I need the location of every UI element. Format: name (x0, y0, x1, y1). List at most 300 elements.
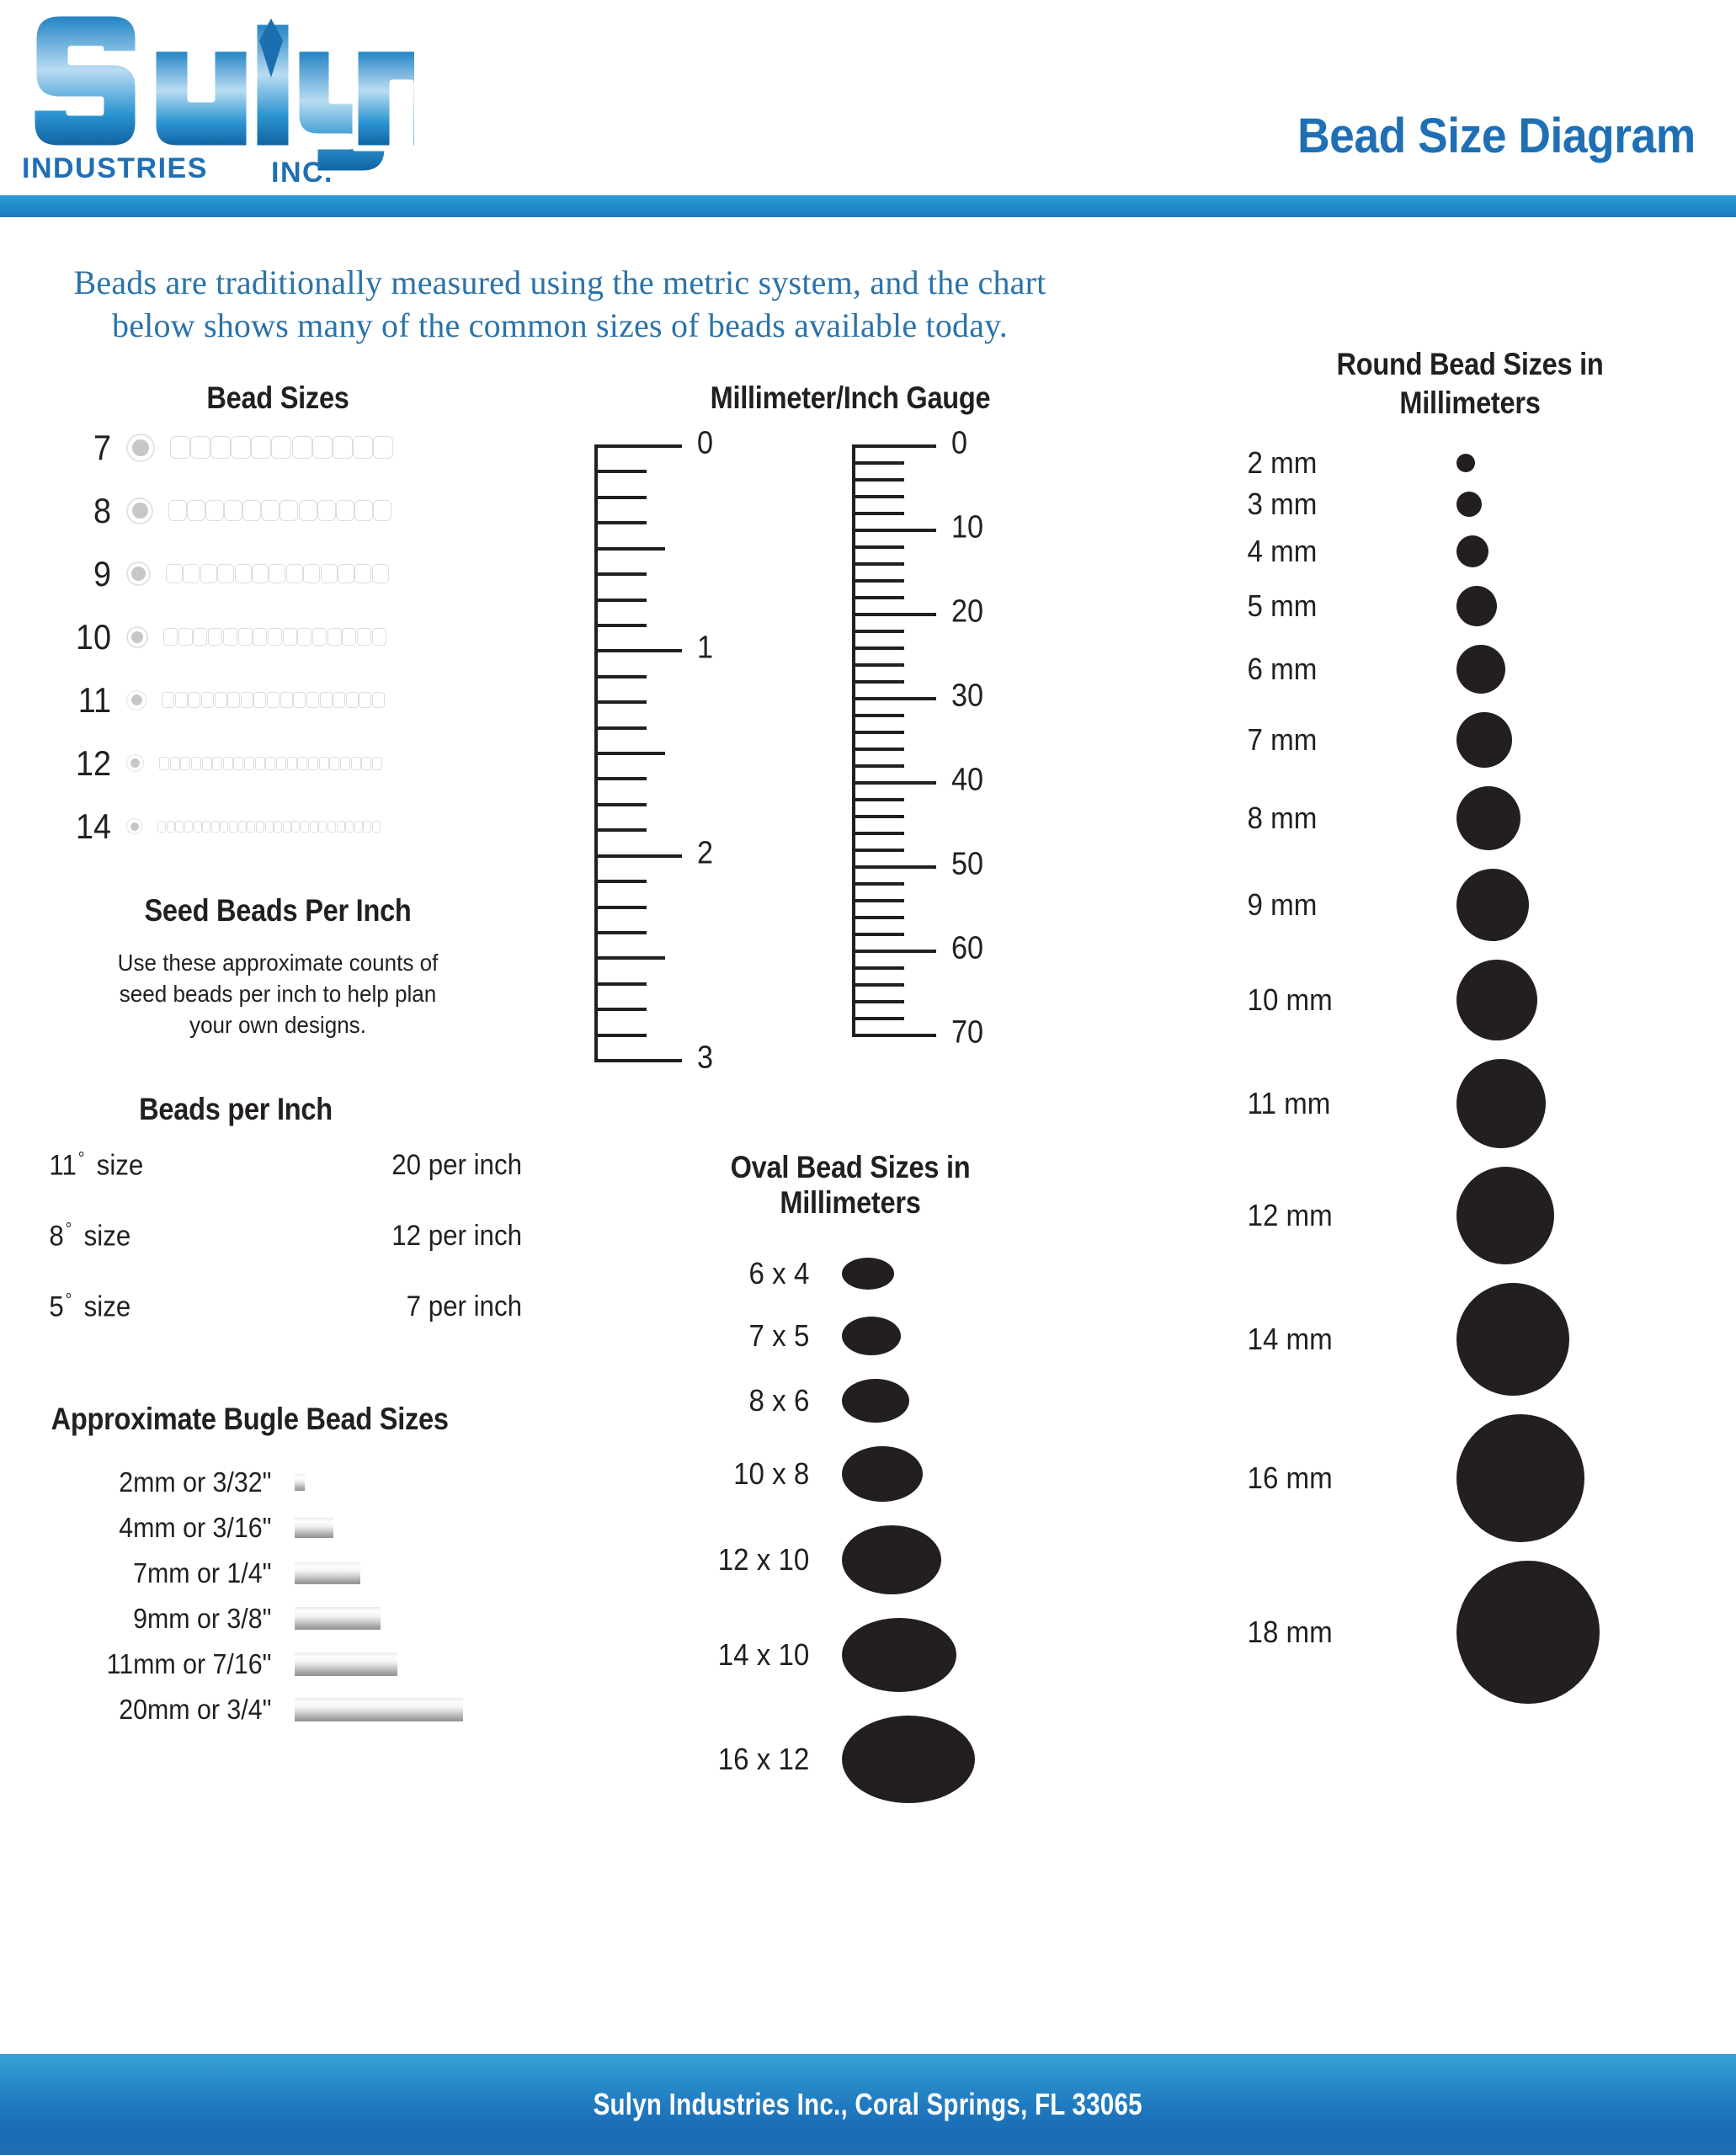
bead-strand (162, 692, 385, 708)
beads-per-inch-count: 12 per inch (391, 1220, 522, 1253)
ruler-tick-label: 30 (951, 678, 984, 714)
oval-bead-row (581, 1305, 1120, 1367)
ruler-tick (852, 495, 904, 498)
bead-size-row (0, 479, 556, 542)
ruler-tick (594, 521, 647, 524)
round-bead-list (1204, 444, 1736, 1713)
round-bead-sizes-heading (1236, 345, 1704, 423)
bead-sizes-list (0, 416, 556, 858)
strand-bead (253, 628, 267, 646)
strand-bead (319, 757, 329, 770)
ruler-tick-label: 2 (697, 835, 714, 871)
bugle-bead-shape (295, 1652, 397, 1676)
ruler-tick (852, 815, 904, 818)
ruler-tick (594, 854, 682, 858)
strand-bead (345, 821, 354, 833)
beads-per-inch-size: 8° size (49, 1219, 131, 1253)
oval-heading-line-2: Millimeters (780, 1185, 921, 1220)
ruler-tick-label: 3 (697, 1040, 714, 1076)
oval-bead-label: 8 x 6 (748, 1383, 810, 1418)
strand-bead (241, 692, 253, 708)
strand-bead (312, 436, 333, 459)
oval-bead-shape (842, 1525, 941, 1594)
bead-strand (163, 628, 386, 646)
gauge-heading: Millimeter/Inch Gauge (710, 380, 991, 415)
oval-bead-label: 14 x 10 (717, 1637, 810, 1672)
sulyn-logo (19, 5, 414, 186)
ruler-tick (594, 726, 647, 730)
round-bead-row (1204, 577, 1736, 636)
left-column (0, 380, 556, 1735)
ruler-tick (852, 680, 904, 684)
strand-bead (308, 757, 318, 770)
strand-bead (373, 436, 393, 459)
round-bead-row (1204, 444, 1736, 482)
round-bead-label: 11 mm (1247, 1085, 1331, 1120)
strand-bead (354, 500, 373, 521)
strand-bead (244, 757, 254, 770)
strand-bead (357, 628, 371, 646)
round-bead-label: 12 mm (1247, 1197, 1333, 1232)
round-bead-row (1204, 1551, 1736, 1713)
strand-bead (251, 436, 271, 459)
ruler-tick (852, 933, 904, 936)
round-bead-shape (1456, 492, 1482, 517)
oval-bead-row (581, 1434, 1120, 1514)
bugle-bead-label: 11mm or 7/16" (106, 1647, 272, 1679)
strand-bead (372, 821, 381, 833)
beads-per-inch-size: 11° size (49, 1148, 144, 1182)
seed-beads-per-inch-heading: Seed Beads Per Inch (144, 893, 412, 928)
strand-bead (283, 821, 291, 833)
bugle-bead-label: 2mm or 3/32" (119, 1466, 272, 1498)
beads-per-inch-row (34, 1220, 522, 1290)
round-bead-row (1204, 703, 1736, 777)
round-heading-line-1: Round Bead Sizes in (1336, 347, 1604, 381)
round-bead-row (1204, 950, 1736, 1050)
strand-bead (233, 757, 243, 770)
middle-column (581, 380, 1120, 1815)
seed-bead-icon (126, 818, 142, 834)
strand-bead (188, 692, 200, 708)
strand-bead (338, 564, 354, 583)
bead-size-row (0, 668, 556, 732)
strand-bead (253, 692, 266, 708)
strand-bead (297, 628, 312, 646)
ruler-tick (852, 731, 904, 734)
intro-line-1: Beads are traditionally measured using the metric system, and the chart (73, 263, 1046, 301)
strand-bead (363, 821, 371, 833)
ruler-tick-label: 70 (951, 1014, 984, 1051)
strand-bead (227, 692, 240, 708)
ruler-tick (594, 1034, 647, 1037)
ruler-tick (852, 950, 936, 953)
ruler-tick-label: 0 (951, 425, 968, 461)
strand-bead (312, 628, 327, 646)
round-bead-row (1204, 526, 1736, 577)
oval-bead-sizes-heading (613, 1150, 1087, 1221)
ruler-tick (852, 983, 904, 987)
round-bead-shape (1456, 1414, 1584, 1542)
strand-bead (229, 821, 237, 833)
strand-bead (178, 628, 193, 646)
round-bead-shape (1456, 535, 1488, 567)
seed-bead-icon (126, 690, 146, 710)
strand-bead (372, 692, 385, 708)
bugle-bead-sizes-heading: Approximate Bugle Bead Sizes (51, 1401, 449, 1436)
beads-per-inch-heading: Beads per Inch (139, 1091, 333, 1126)
bugle-bead-row (0, 1644, 556, 1684)
oval-bead-label: 10 x 8 (733, 1456, 810, 1491)
bugle-bead-shape (295, 1698, 463, 1721)
bugle-bead-shape (295, 1474, 305, 1491)
oval-bead-label: 7 x 5 (748, 1318, 810, 1353)
round-bead-label: 6 mm (1247, 651, 1318, 686)
strand-bead (280, 692, 293, 708)
page-title: Bead Size Diagram (1297, 109, 1696, 163)
bead-size-row (0, 416, 556, 479)
strand-bead (333, 436, 353, 459)
ruler-tick (594, 572, 647, 576)
seed-bead-icon (126, 498, 153, 524)
footer-company-text: Sulyn Industries Inc., Coral Springs, FL 33065 (593, 2087, 1143, 2121)
round-bead-label: 14 mm (1247, 1321, 1333, 1356)
ruler-tick (852, 849, 904, 852)
strand-bead (354, 821, 363, 833)
bead-strand (166, 564, 389, 583)
strand-bead (327, 628, 342, 646)
strand-bead (231, 436, 251, 459)
round-bead-label: 5 mm (1247, 588, 1318, 623)
round-bead-row (1204, 1157, 1736, 1274)
bead-size-number: 7 (93, 427, 111, 467)
round-bead-shape (1456, 869, 1529, 941)
strand-bead (297, 757, 307, 770)
logo-industries-text: INDUSTRIES (22, 152, 208, 184)
strand-bead (187, 500, 205, 521)
strand-bead (159, 757, 169, 770)
round-bead-label: 3 mm (1247, 486, 1318, 521)
round-bead-shape (1456, 586, 1497, 626)
strand-bead (336, 500, 354, 521)
ruler-tick (594, 803, 647, 806)
bugle-bead-label: 20mm or 3/4" (119, 1693, 272, 1725)
ruler-tick-label: 50 (951, 846, 984, 882)
strand-bead (168, 500, 187, 521)
strand-bead (220, 821, 228, 833)
strand-bead (180, 757, 190, 770)
strand-bead (217, 564, 234, 583)
strand-bead (286, 564, 303, 583)
ruler-tick (852, 630, 904, 633)
bugle-bead-list (0, 1462, 556, 1730)
ruler-tick (594, 906, 647, 909)
strand-bead (372, 564, 389, 583)
bugle-bead-label: 4mm or 3/16" (119, 1511, 272, 1543)
seed-bead-icon (126, 561, 151, 586)
ruler-tick (852, 478, 904, 482)
round-bead-shape (1456, 454, 1475, 472)
beads-per-inch-count: 7 per inch (406, 1290, 522, 1323)
ruler-tick (852, 512, 904, 515)
round-bead-label: 8 mm (1247, 800, 1318, 835)
intro-paragraph (17, 261, 1103, 347)
round-bead-shape (1456, 1561, 1600, 1704)
ruler-tick (594, 752, 665, 755)
strand-bead (265, 821, 274, 833)
strand-bead (361, 757, 371, 770)
strand-bead (337, 821, 345, 833)
beads-per-inch-row (34, 1290, 522, 1361)
round-bead-shape (1456, 1167, 1554, 1264)
strand-bead (208, 628, 222, 646)
strand-bead (333, 692, 345, 708)
ruler-tick-label: 1 (697, 630, 714, 666)
ruler-tick (594, 444, 682, 448)
round-bead-row (1204, 859, 1736, 950)
strand-bead (280, 500, 298, 521)
round-bead-label: 10 mm (1247, 982, 1333, 1017)
strand-bead (162, 692, 174, 708)
ruler-tick (852, 562, 904, 566)
strand-bead (200, 564, 217, 583)
strand-bead (317, 500, 336, 521)
ruler-tick (852, 1000, 904, 1003)
ruler-tick (852, 646, 904, 650)
oval-bead-label: 12 x 10 (717, 1542, 810, 1577)
strand-bead (194, 821, 202, 833)
page-header (0, 0, 1736, 209)
round-bead-label: 9 mm (1247, 886, 1318, 922)
oval-bead-label: 6 x 4 (748, 1256, 810, 1290)
strand-bead (291, 821, 300, 833)
strand-bead (271, 436, 291, 459)
beads-per-inch-count: 20 per inch (391, 1149, 522, 1182)
ruler-tick (852, 596, 904, 599)
strand-bead (252, 564, 269, 583)
ruler-tick (852, 1034, 936, 1037)
round-bead-label: 18 mm (1247, 1614, 1333, 1649)
ruler-tick (852, 916, 904, 919)
strand-bead (346, 692, 359, 708)
round-bead-shape (1456, 1283, 1569, 1396)
ruler-tick (594, 496, 647, 499)
strand-bead (261, 500, 280, 521)
bugle-bead-label: 7mm or 1/4" (133, 1556, 272, 1588)
strand-bead (205, 500, 224, 521)
aught-mark: ° (65, 1290, 72, 1310)
strand-bead (283, 628, 297, 646)
strand-bead (167, 821, 175, 833)
ruler-tick-label: 60 (951, 930, 984, 966)
bugle-bead-row (0, 1508, 556, 1548)
round-bead-shape (1456, 786, 1520, 850)
bugle-bead-shape (295, 1562, 360, 1584)
round-bead-row (1204, 636, 1736, 703)
gauge-rulers (581, 425, 1120, 1109)
strand-bead (191, 757, 201, 770)
strand-bead (354, 564, 371, 583)
strand-bead (212, 757, 222, 770)
strand-bead (157, 821, 166, 833)
ruler-tick (594, 1008, 647, 1011)
strand-bead (215, 692, 227, 708)
bugle-bead-row (0, 1599, 556, 1639)
ruler-tick (594, 828, 647, 832)
seed-bead-icon (126, 754, 144, 772)
bead-strand (159, 757, 382, 770)
strand-bead (190, 436, 210, 459)
ruler-tick (594, 777, 647, 780)
ruler-tick (852, 781, 936, 785)
strand-bead (166, 564, 183, 583)
strand-bead (183, 564, 200, 583)
ruler-tick (852, 545, 904, 549)
round-bead-shape (1456, 960, 1537, 1040)
strand-bead (274, 821, 282, 833)
ruler-spine (852, 444, 855, 1034)
bead-size-number: 10 (75, 616, 111, 657)
ruler-tick (852, 882, 904, 886)
strand-bead (256, 821, 264, 833)
strand-bead (373, 500, 391, 521)
strand-bead (287, 757, 297, 770)
strand-bead (224, 500, 242, 521)
aught-mark: ° (77, 1148, 85, 1168)
strand-bead (175, 692, 188, 708)
ruler-tick (852, 764, 904, 768)
round-bead-row (1204, 777, 1736, 859)
ruler-tick (852, 748, 904, 751)
strand-bead (255, 757, 265, 770)
ruler-tick (852, 899, 904, 902)
oval-bead-row (581, 1704, 1120, 1815)
oval-bead-label: 16 x 12 (717, 1742, 810, 1776)
strand-bead (202, 821, 210, 833)
oval-bead-row (581, 1242, 1120, 1305)
ruler-tick (594, 931, 647, 934)
ruler-tick-label: 40 (951, 762, 984, 798)
oval-bead-shape (842, 1317, 901, 1355)
strand-bead (247, 821, 255, 833)
strand-bead (170, 757, 180, 770)
bead-size-number: 9 (93, 553, 111, 593)
round-bead-label: 4 mm (1247, 533, 1318, 568)
ruler-tick (852, 613, 936, 616)
beads-per-inch-row (34, 1149, 522, 1220)
round-bead-label: 2 mm (1247, 444, 1318, 480)
strand-bead (320, 692, 333, 708)
ruler-tick (852, 579, 904, 583)
ruler-tick-label: 10 (951, 509, 984, 545)
strand-bead (223, 757, 233, 770)
strand-bead (299, 500, 317, 521)
strand-bead (163, 628, 178, 646)
round-bead-row (1204, 482, 1736, 526)
bugle-bead-shape (295, 1518, 333, 1538)
ruler-tick-label: 0 (697, 425, 714, 461)
bead-size-number: 12 (75, 742, 111, 783)
intro-line-2: below shows many of the common sizes of beads available today. (112, 306, 1008, 345)
strand-bead (268, 628, 282, 646)
bead-strand (157, 821, 381, 833)
strand-bead (238, 628, 253, 646)
strand-bead (269, 564, 285, 583)
ruler-tick (852, 865, 936, 869)
ruler-tick (594, 547, 665, 551)
strand-bead (175, 821, 184, 833)
ruler-tick (852, 663, 904, 667)
bugle-bead-label: 9mm or 3/8" (133, 1602, 272, 1634)
strand-bead (310, 821, 318, 833)
strand-bead (235, 564, 252, 583)
ruler-tick (594, 880, 647, 883)
ruler-tick (594, 982, 647, 986)
bead-sizes-heading: Bead Sizes (206, 380, 349, 415)
ruler-tick (852, 697, 936, 700)
ruler-tick (594, 624, 647, 627)
round-bead-label: 16 mm (1247, 1460, 1333, 1495)
strand-bead (351, 757, 361, 770)
ruler-tick (594, 1059, 682, 1062)
oval-heading-line-1: Oval Bead Sizes in (730, 1150, 971, 1184)
strand-bead (329, 757, 339, 770)
ruler-tick (852, 714, 904, 717)
oval-bead-shape (842, 1618, 956, 1692)
strand-bead (318, 821, 327, 833)
ruler-tick (852, 1017, 904, 1020)
bead-size-row (0, 542, 556, 605)
bead-strand (168, 500, 391, 521)
strand-bead (293, 692, 306, 708)
round-bead-shape (1456, 712, 1512, 768)
strand-bead (223, 628, 237, 646)
strand-bead (211, 821, 220, 833)
round-bead-row (1204, 1274, 1736, 1405)
seed-beads-note: Use these approximate counts of seed beads per inch to help plan your own designs. (117, 950, 439, 1039)
oval-bead-row (581, 1606, 1120, 1704)
round-bead-row (1204, 1050, 1736, 1157)
ruler-tick (852, 461, 904, 465)
strand-bead (359, 692, 371, 708)
strand-bead (202, 757, 212, 770)
ruler-tick (852, 529, 936, 532)
strand-bead (372, 628, 386, 646)
strand-bead (292, 436, 312, 459)
ruler-tick (594, 599, 647, 602)
strand-bead (372, 757, 382, 770)
strand-bead (267, 692, 280, 708)
beads-per-inch-size: 5° size (49, 1290, 131, 1323)
bead-size-row (0, 732, 556, 795)
oval-bead-shape (842, 1716, 975, 1803)
round-heading-line-2: Millimeters (1399, 386, 1541, 421)
ruler-tick (594, 470, 647, 473)
ruler-tick (852, 966, 904, 970)
bugle-bead-shape (295, 1607, 381, 1630)
strand-bead (303, 564, 320, 583)
bead-size-row (0, 605, 556, 668)
oval-bead-shape (842, 1446, 923, 1502)
strand-bead (184, 821, 193, 833)
header-divider-bar (0, 195, 1736, 217)
oval-bead-list (581, 1242, 1120, 1815)
round-bead-label: 7 mm (1247, 721, 1318, 757)
bugle-bead-row (0, 1689, 556, 1730)
bead-size-number: 14 (75, 806, 111, 846)
right-column (1204, 345, 1736, 1713)
ruler-tick (852, 798, 904, 801)
